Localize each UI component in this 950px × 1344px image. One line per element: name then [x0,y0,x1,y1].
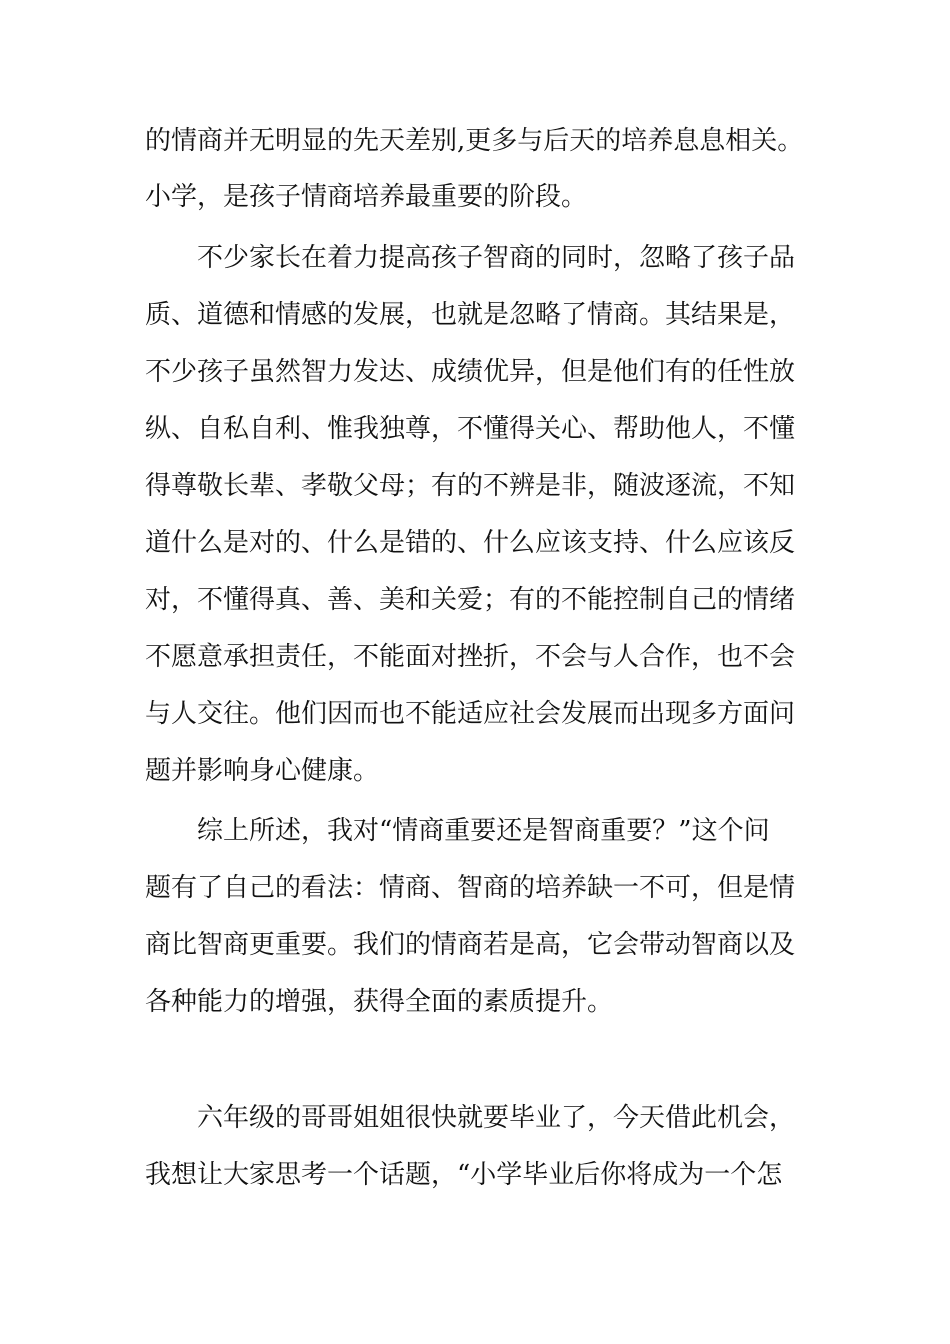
paragraph-2-line-9: 与人交往。他们因而也不能适应社会发展而出现多方面问 [145,699,796,729]
paragraph-4-line-2: 我想让大家思考一个话题，“小学毕业后你将成为一个怎 [145,1160,783,1190]
paragraph-2-line-4: 纵、自私自利、惟我独尊，不懂得关心、帮助他人，不懂 [145,414,796,444]
paragraph-1-line-1: 的情商并无明显的先天差别,更多与后天的培养息息相关。 [145,126,804,156]
paragraph-2-line-10: 题并影响身心健康。 [145,756,380,786]
paragraph-2-line-2: 质、道德和情感的发展，也就是忽略了情商。其结果是， [145,300,796,330]
paragraph-2-line-5: 得尊敬长辈、孝敬父母；有的不辨是非，随波逐流，不知 [145,471,796,501]
paragraph-2-line-7: 对，不懂得真、善、美和关爱；有的不能控制自己的情绪 [145,585,796,615]
paragraph-3-line-1: 综上所述，我对“情商重要还是智商重要？”这个问 [197,816,770,846]
paragraph-2-line-8: 不愿意承担责任，不能面对挫折，不会与人合作，也不会 [145,642,796,672]
paragraph-4-line-1: 六年级的哥哥姐姐很快就要毕业了，今天借此机会， [197,1103,796,1133]
paragraph-2-line-1: 不少家长在着力提高孩子智商的同时，忽略了孩子品 [197,243,796,273]
paragraph-2-line-3: 不少孩子虽然智力发达、成绩优异，但是他们有的任性放 [145,357,796,387]
paragraph-3-line-3: 商比智商更重要。我们的情商若是高，它会带动智商以及 [145,930,796,960]
paragraph-3-line-4: 各种能力的增强，获得全面的素质提升。 [145,987,614,1017]
paragraph-1-line-2: 小学，是孩子情商培养最重要的阶段。 [145,182,588,212]
paragraph-3-line-2: 题有了自己的看法：情商、智商的培养缺一不可，但是情 [145,873,796,903]
paragraph-2-line-6: 道什么是对的、什么是错的、什么应该支持、什么应该反 [145,528,796,558]
